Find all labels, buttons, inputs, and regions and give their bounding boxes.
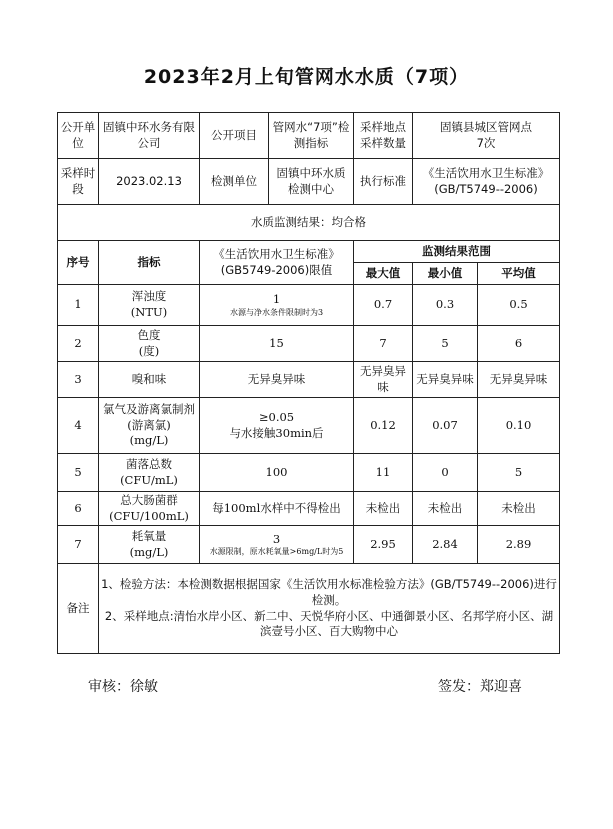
row-max: 0.7	[354, 285, 413, 326]
row-min: 0.3	[413, 285, 478, 326]
row-max: 未检出	[354, 492, 413, 526]
row-no: 3	[58, 362, 99, 398]
row-max: 无异臭异味	[354, 362, 413, 398]
row-indicator: 氯气及游离氯制剂 (游离氯) (mg/L)	[99, 398, 200, 454]
value-publish-item: 管网水“7项”检测指标	[269, 113, 354, 159]
row-no: 5	[58, 454, 99, 492]
table-row	[58, 285, 560, 326]
row-limit: 每100ml水样中不得检出	[200, 492, 354, 526]
row-avg: 无异臭异味	[478, 362, 560, 398]
row-min: 2.84	[413, 526, 478, 564]
label-sampling-site: 采样地点采样数量	[354, 113, 413, 159]
row-avg: 0.5	[478, 285, 560, 326]
row-min: 0	[413, 454, 478, 492]
row-min: 无异臭异味	[413, 362, 478, 398]
table-row	[58, 398, 560, 454]
header-row-1	[58, 241, 560, 263]
row-indicator: 耗氧量 (mg/L)	[99, 526, 200, 564]
header-indicator: 指标	[99, 241, 200, 285]
row-max: 0.12	[354, 398, 413, 454]
header-limit: 《生活饮用水卫生标准》 (GB5749-2006)限值	[200, 241, 354, 285]
value-sampling-site: 固镇县城区管网点 7次	[413, 113, 560, 159]
notes-label: 备注	[58, 564, 99, 654]
result-summary: 水质监测结果：均合格	[58, 205, 560, 241]
header-min: 最小值	[413, 263, 478, 285]
header-avg: 平均值	[478, 263, 560, 285]
summary-row	[58, 205, 560, 241]
row-avg: 6	[478, 326, 560, 362]
header-no: 序号	[58, 241, 99, 285]
label-publish-item: 公开项目	[200, 113, 269, 159]
header-max: 最大值	[354, 263, 413, 285]
row-indicator: 色度 (度)	[99, 326, 200, 362]
water-quality-table	[57, 112, 560, 654]
notes-content	[99, 564, 560, 654]
row-min: 未检出	[413, 492, 478, 526]
row-avg: 2.89	[478, 526, 560, 564]
row-limit: 3 水源限制，原水耗氧量>6mg/L时为5	[200, 526, 354, 564]
table-row	[58, 492, 560, 526]
row-indicator: 嗅和味	[99, 362, 200, 398]
table-row	[58, 326, 560, 362]
row-min: 0.07	[413, 398, 478, 454]
row-min: 5	[413, 326, 478, 362]
table-row	[58, 526, 560, 564]
info-row-1	[58, 113, 560, 159]
label-standard: 执行标准	[354, 159, 413, 205]
page-title: 2023年2月上旬管网水水质（7项）	[143, 66, 470, 88]
row-avg: 未检出	[478, 492, 560, 526]
note-method: 1、检验方法：本检测数据根据国家《生活饮用水标准检验方法》(GB/T5749--2006)进行检测。	[101, 577, 557, 607]
row-indicator: 菌落总数 (CFU/mL)	[99, 454, 200, 492]
value-standard: 《生活饮用水卫生标准》 (GB/T5749--2006)	[413, 159, 560, 205]
row-no: 1	[58, 285, 99, 326]
row-max: 7	[354, 326, 413, 362]
row-no: 7	[58, 526, 99, 564]
label-testing-unit: 检测单位	[200, 159, 269, 205]
row-max: 2.95	[354, 526, 413, 564]
row-limit: 100	[200, 454, 354, 492]
value-publish-unit: 固镇中环水务有限公司	[99, 113, 200, 159]
value-sampling-period: 2023.02.13	[99, 159, 200, 205]
note-sites: 2、采样地点:清怡水岸小区、新二中、天悦华府小区、中通御景小区、名邦学府小区、湖滨壹号小区、百大购物中心	[104, 608, 554, 639]
value-testing-unit: 固镇中环水质检测中心	[269, 159, 354, 205]
row-limit: 无异臭异味	[200, 362, 354, 398]
notes-row	[58, 564, 560, 654]
row-limit: 15	[200, 326, 354, 362]
row-avg: 5	[478, 454, 560, 492]
row-no: 6	[58, 492, 99, 526]
row-no: 4	[58, 398, 99, 454]
table-row	[58, 362, 560, 398]
reviewer-signature: 审核：徐敏	[88, 679, 158, 695]
row-indicator: 浑浊度 (NTU)	[99, 285, 200, 326]
signer-signature: 签发：郑迎喜	[438, 679, 522, 695]
row-max: 11	[354, 454, 413, 492]
row-limit: 1 水源与净水条件限制时为3	[200, 285, 354, 326]
table-row	[58, 454, 560, 492]
row-limit: ≥0.05 与水接触30min后	[200, 398, 354, 454]
row-indicator: 总大肠菌群 (CFU/100mL)	[99, 492, 200, 526]
info-row-2	[58, 159, 560, 205]
header-range: 监测结果范围	[354, 241, 560, 263]
label-sampling-period: 采样时段	[58, 159, 99, 205]
label-publish-unit: 公开单位	[58, 113, 99, 159]
row-avg: 0.10	[478, 398, 560, 454]
row-no: 2	[58, 326, 99, 362]
